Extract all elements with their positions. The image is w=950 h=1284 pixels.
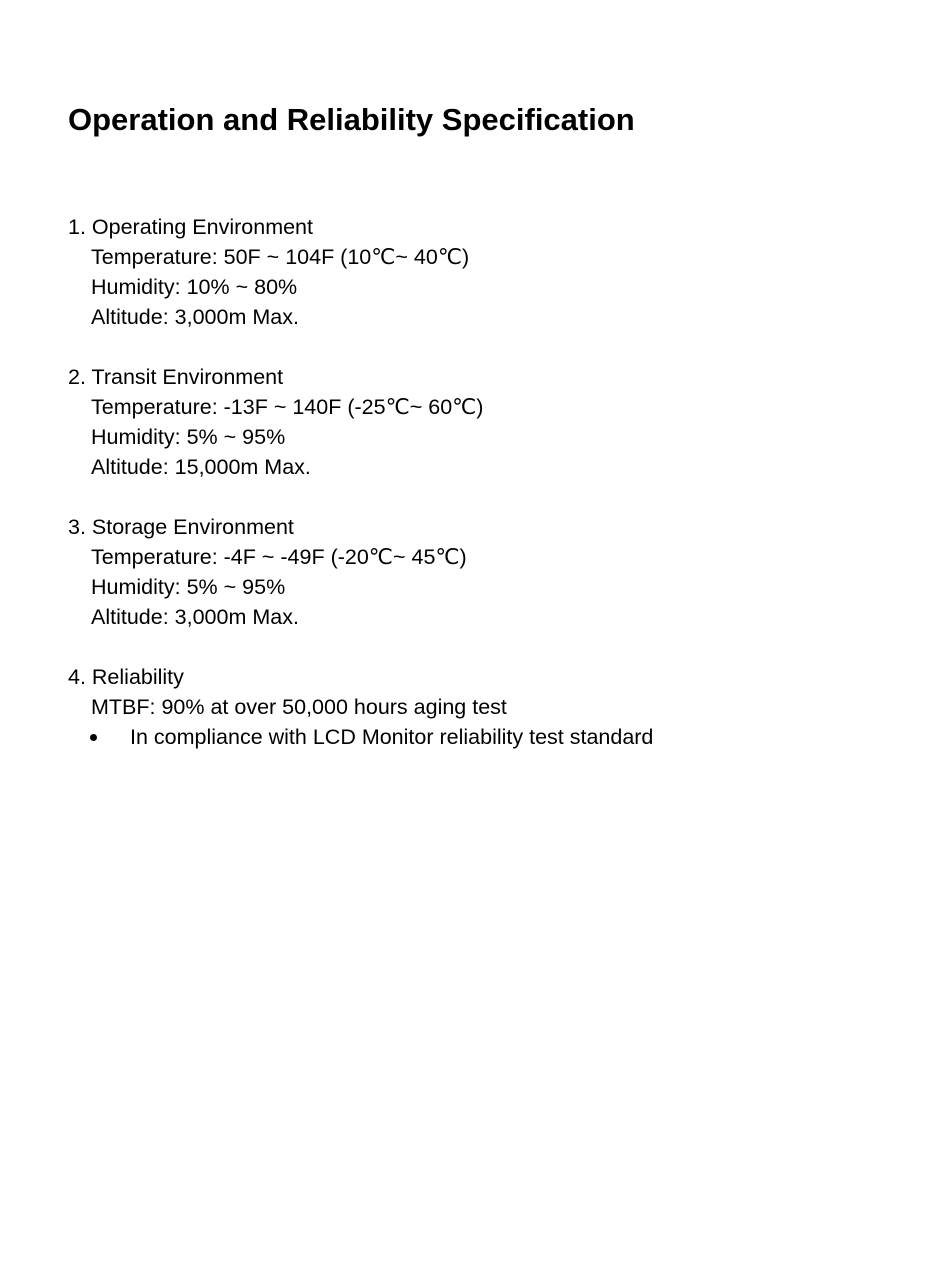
altitude-line: Altitude: 15,000m Max.	[91, 455, 311, 479]
altitude-line: Altitude: 3,000m Max.	[91, 305, 299, 329]
humidity-line: Humidity: 5% ~ 95%	[91, 425, 286, 449]
section-storage-environment	[68, 512, 928, 632]
section-heading: 3. Storage Environment	[68, 515, 294, 539]
section-reliability	[68, 662, 928, 752]
specification-content	[68, 212, 928, 782]
temperature-line: Temperature: -13F ~ 140F (-25℃~ 60℃)	[91, 395, 484, 419]
compliance-bullet-item	[68, 722, 928, 752]
temperature-line: Temperature: -4F ~ -49F (-20℃~ 45℃)	[91, 545, 467, 569]
humidity-line: Humidity: 5% ~ 95%	[91, 575, 286, 599]
section-heading: 4. Reliability	[68, 665, 184, 689]
section-operating-environment	[68, 212, 928, 332]
temperature-line: Temperature: 50F ~ 104F (10℃~ 40℃)	[91, 245, 470, 269]
mtbf-line: MTBF: 90% at over 50,000 hours aging test	[91, 695, 507, 719]
section-heading: 2. Transit Environment	[68, 365, 284, 389]
section-transit-environment	[68, 362, 928, 482]
compliance-text: In compliance with LCD Monitor reliability test standard	[130, 725, 654, 749]
bullet-icon	[90, 734, 97, 741]
section-heading: 1. Operating Environment	[68, 215, 313, 239]
page-title: Operation and Reliability Specification	[68, 102, 635, 137]
humidity-line: Humidity: 10% ~ 80%	[91, 275, 298, 299]
altitude-line: Altitude: 3,000m Max.	[91, 605, 299, 629]
